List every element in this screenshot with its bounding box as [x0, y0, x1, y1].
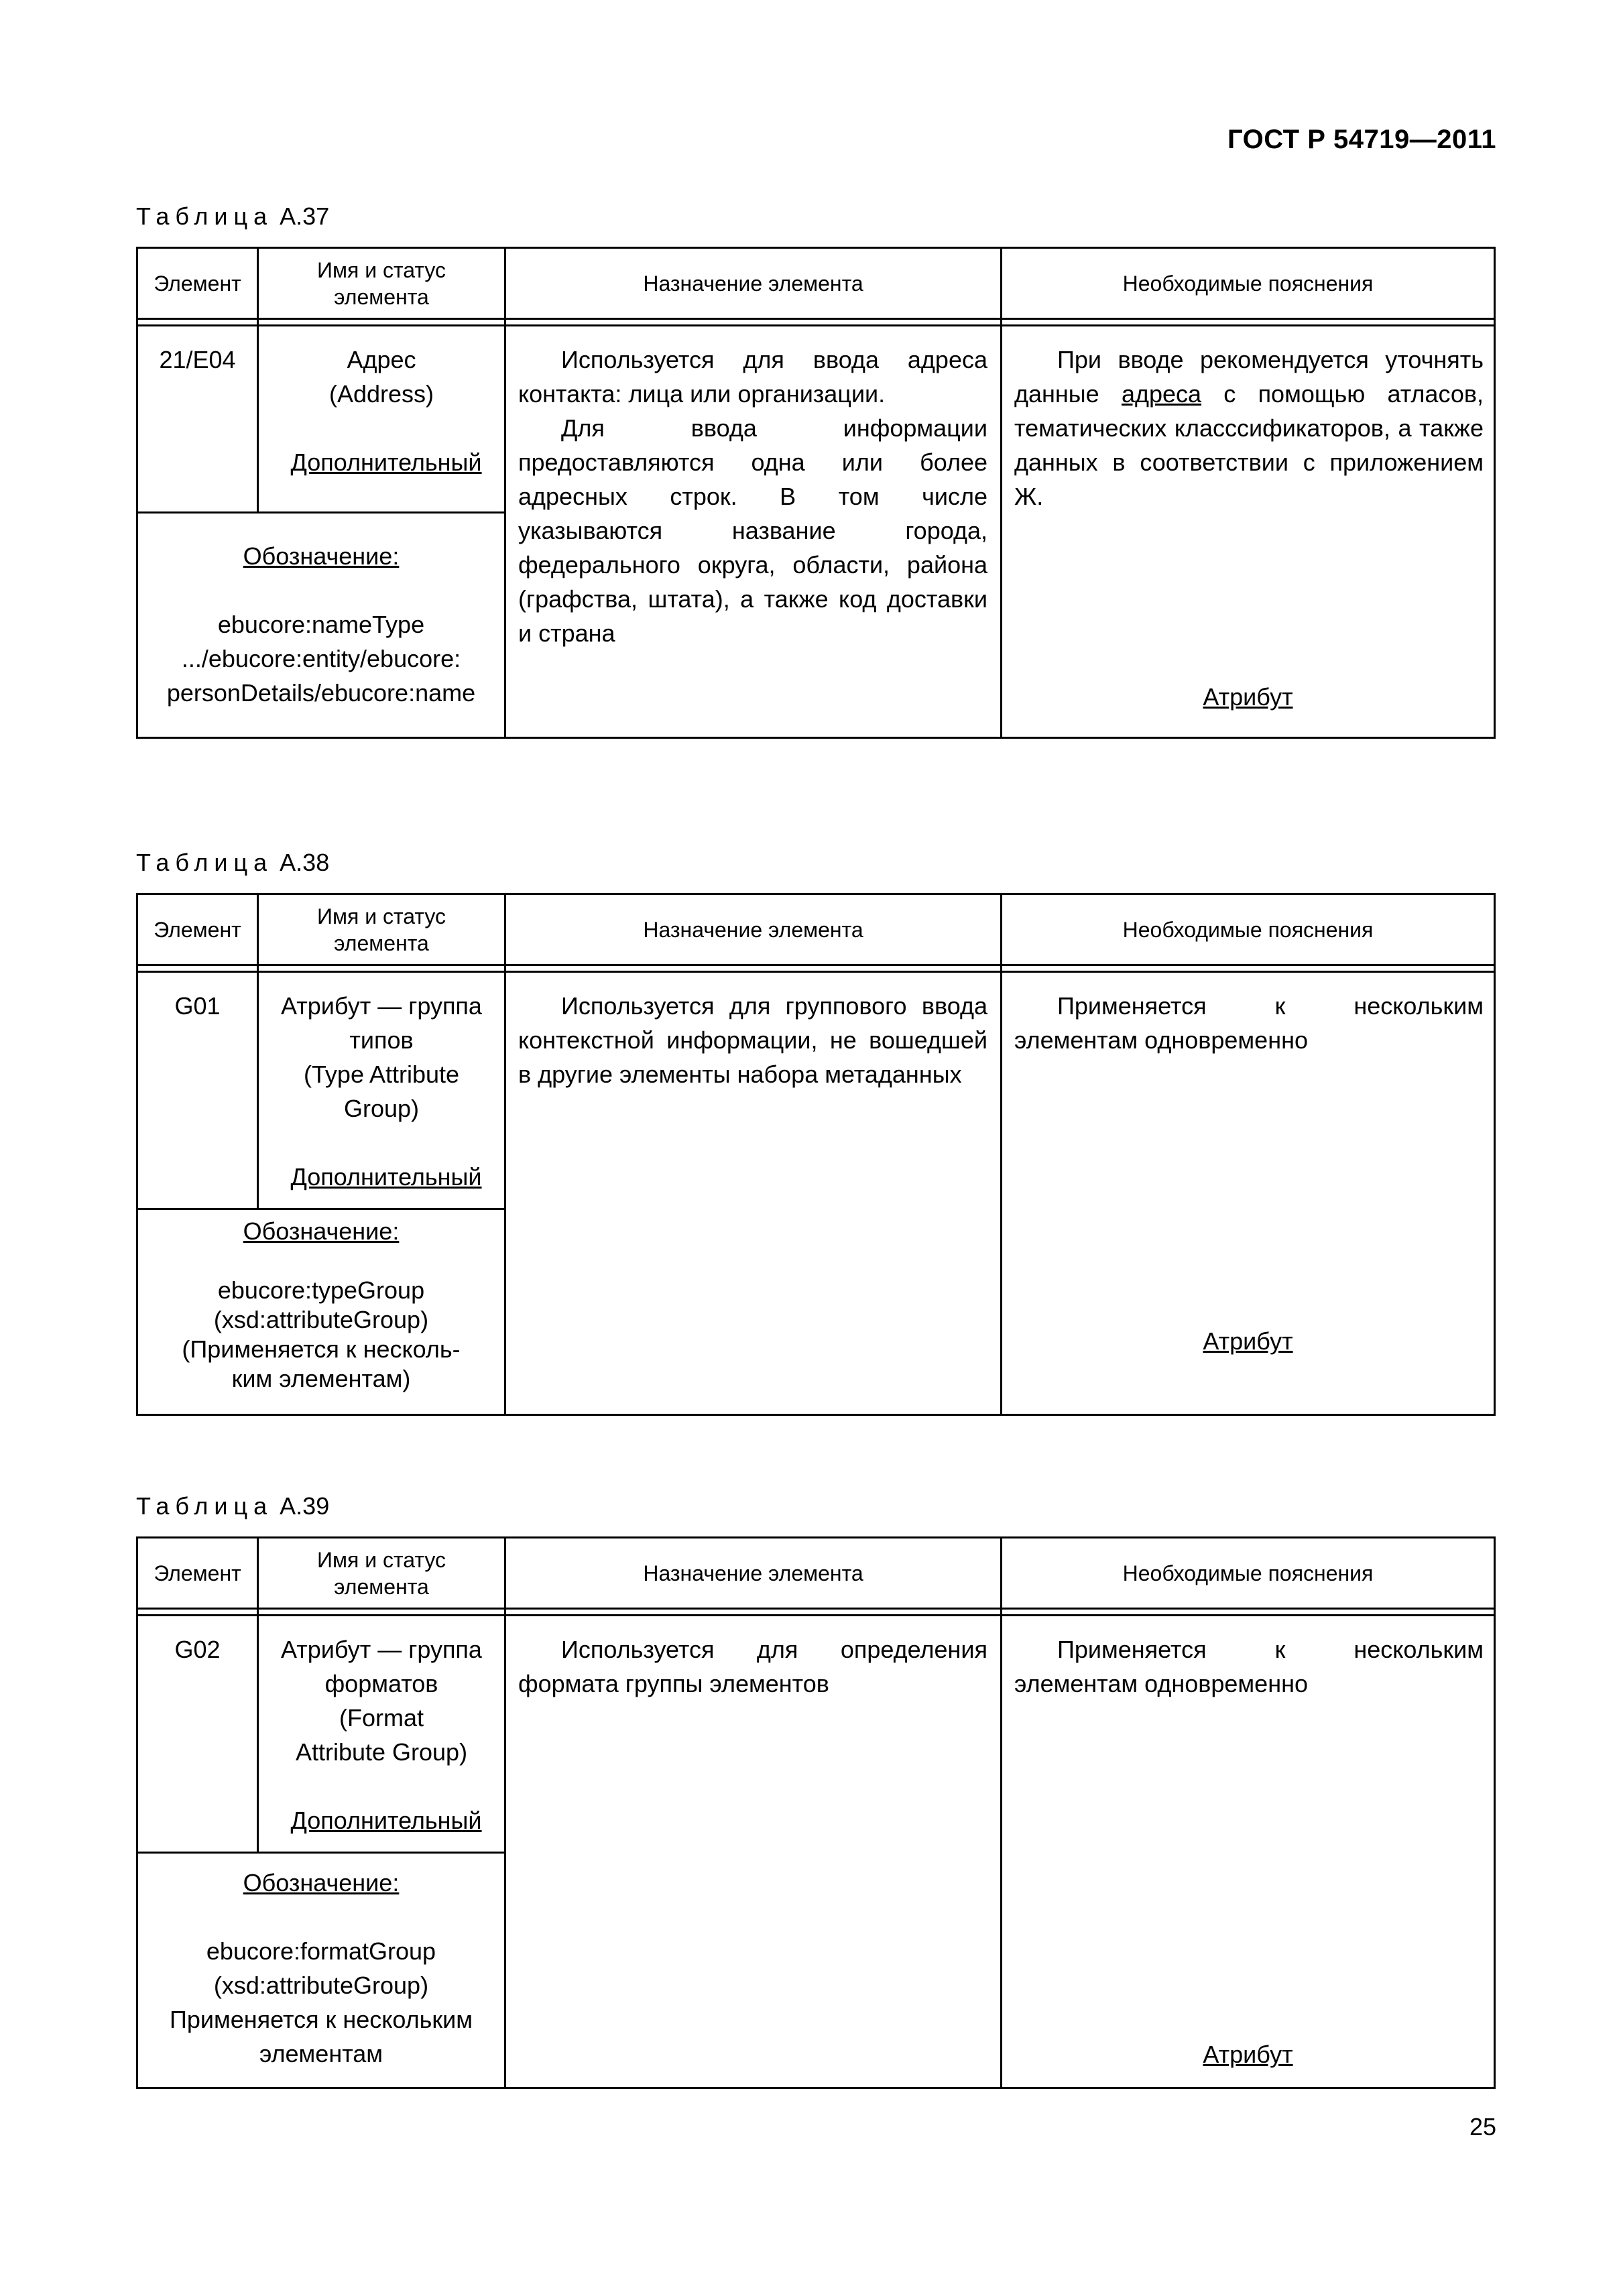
- table-a37: [136, 247, 1496, 739]
- header-purpose: Назначение элемента: [643, 1561, 863, 1585]
- attribute-label: Атрибут: [1203, 683, 1293, 711]
- header-element: Элемент: [154, 917, 241, 942]
- header-divider: [138, 1608, 1494, 1610]
- caption-word: Таблица: [136, 849, 274, 876]
- header-name-status: Имя и статус элемента: [316, 257, 446, 309]
- element-status: Дополнительный: [290, 1163, 482, 1191]
- col-divider-2: [504, 895, 506, 1414]
- notes-text: Применяется к нескольким элементам одновременно: [1014, 992, 1484, 1054]
- header-divider: [138, 964, 1494, 966]
- purpose-text: Используется для определения формата группы элементов: [518, 1636, 987, 1697]
- notes-text: При вводе рекомендуется уточнять данные адреса с помощью атласов, тематических класссификаторов, а также данных в соответствии с приложением Ж.: [1014, 346, 1484, 510]
- element-id: G02: [174, 1636, 221, 1663]
- header-notes: Необходимые пояснения: [1122, 1561, 1374, 1585]
- caption-word: Таблица: [136, 1492, 274, 1520]
- element-id: 21/E04: [159, 346, 236, 373]
- col-divider-2: [504, 1538, 506, 2087]
- element-name: Адрес (Address) Дополнительный: [259, 343, 504, 479]
- header-divider-double: [138, 1614, 1494, 1616]
- designation-label: Обозначение:: [243, 1869, 400, 1896]
- table-a38: [136, 893, 1496, 1416]
- purpose-text: Используется для группового ввода контекстной информации, не вошедшей в другие элементы набора метаданных: [518, 992, 987, 1088]
- designation-label: Обозначение:: [243, 542, 400, 570]
- designation-divider: [138, 511, 506, 513]
- standard-code: ГОСТ Р 54719—2011: [1227, 125, 1496, 154]
- header-notes: Необходимые пояснения: [1122, 917, 1374, 942]
- table-caption-a37: [136, 202, 329, 231]
- header-notes: Необходимые пояснения: [1122, 271, 1374, 296]
- element-status: Дополнительный: [290, 448, 482, 476]
- attribute-label: Атрибут: [1203, 2041, 1293, 2068]
- designation-divider: [138, 1208, 506, 1210]
- header-divider: [138, 318, 1494, 320]
- element-status: Дополнительный: [290, 1807, 482, 1834]
- header-element: Элемент: [154, 1561, 241, 1585]
- notes-underlined-term: адреса: [1121, 380, 1202, 408]
- table-a39: [136, 1536, 1496, 2089]
- header-divider-double: [138, 971, 1494, 973]
- attribute-label: Атрибут: [1203, 1327, 1293, 1355]
- element-name: Атрибут — группа форматов (Format Attribute Group) Дополнительный: [259, 1632, 504, 1837]
- caption-number: А.39: [280, 1492, 330, 1520]
- designation-label: Обозначение:: [243, 1217, 400, 1245]
- caption-word: Таблица: [136, 202, 274, 230]
- col-divider-2: [504, 249, 506, 737]
- designation: Обозначение: ebucore:nameType .../ebucore:entity/ebucore: personDetails/ebucore:name: [138, 539, 504, 710]
- designation: Обозначение: ebucore:formatGroup (xsd:attributeGroup) Применяется к нескольким элементам: [138, 1866, 504, 2071]
- designation-divider: [138, 1852, 506, 1854]
- header-purpose: Назначение элемента: [643, 271, 863, 296]
- element-name: Атрибут — группа типов (Type Attribute Group) Дополнительный: [259, 989, 504, 1194]
- caption-number: А.38: [280, 849, 330, 876]
- header-divider-double: [138, 324, 1494, 326]
- designation: Обозначение: ebucore:typeGroup (xsd:attributeGroup) (Применяется к несколь- ким элементам): [138, 1217, 504, 1394]
- table-caption-a39: [136, 1492, 329, 1520]
- header-name-status: Имя и статус элемента: [316, 1547, 446, 1599]
- notes-text: Применяется к нескольким элементам одновременно: [1014, 1636, 1484, 1697]
- purpose-text: Используется для ввода адреса контакта: лица или организации. Для ввода информации предоставляются одна или более адресных строк. В том числе указываются название города, федерального округа, области, района (графства, штата), а также код доставки и страна: [518, 346, 987, 647]
- header-purpose: Назначение элемента: [643, 917, 863, 942]
- col-divider-3: [1000, 249, 1002, 737]
- header-name-status: Имя и статус элемента: [316, 904, 446, 955]
- page-number: 25: [1469, 2113, 1496, 2140]
- col-divider-3: [1000, 1538, 1002, 2087]
- caption-number: А.37: [280, 202, 330, 230]
- header-element: Элемент: [154, 271, 241, 296]
- table-caption-a38: [136, 849, 329, 877]
- element-id: G01: [174, 992, 221, 1020]
